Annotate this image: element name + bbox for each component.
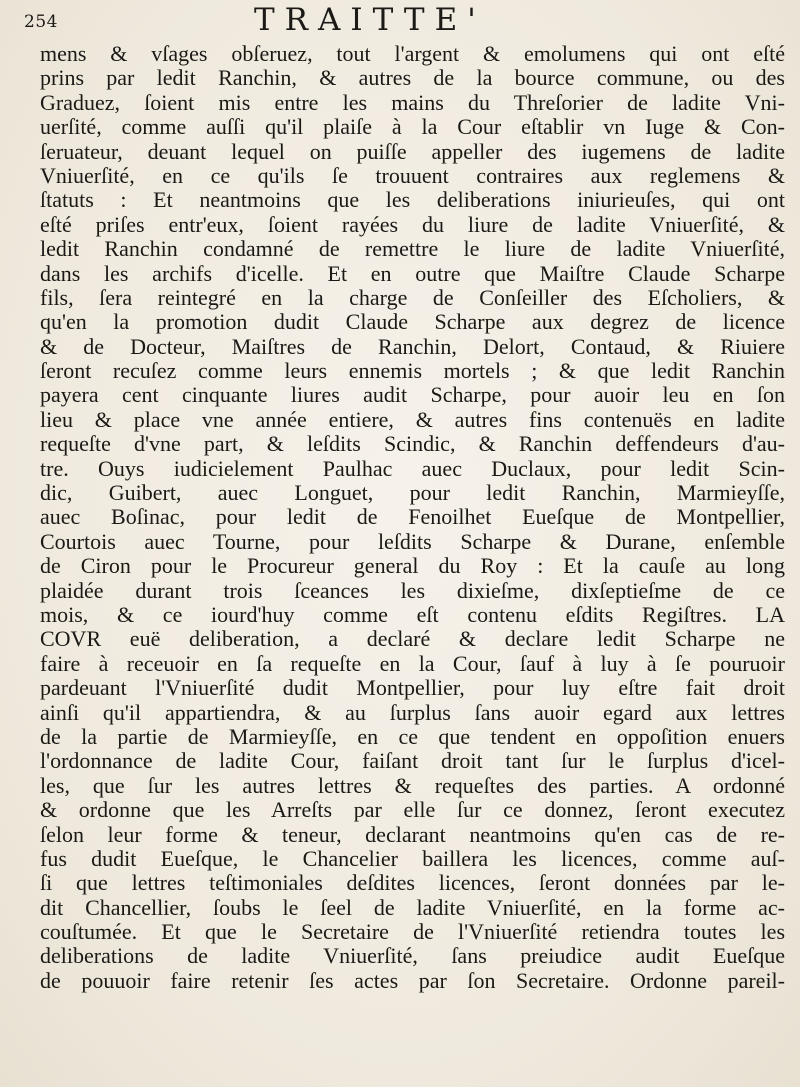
text-line: dic, Guibert, auec Longuet, pour ledit Ranchin, Marmieyſſe, xyxy=(40,480,785,506)
body-text xyxy=(40,42,785,993)
text-line: COVR euë deliberation, a declaré & declare ledit Scharpe ne xyxy=(40,626,785,652)
text-line: plaidée durant trois ſceances les dixieſme, dixſeptieſme de ce xyxy=(40,577,785,603)
text-line: pardeuant l'Vniuerſité dudit Montpellier, pour luy eſtre fait droit xyxy=(40,675,785,701)
text-line: les, que ſur les autres lettres & requeſtes des parties. A ordonné xyxy=(40,772,785,798)
text-line: couſtumée. Et que le Secretaire de l'Vniuerſité retiendra toutes les xyxy=(40,919,785,945)
text-line: faire à receuoir en ſa requeſte en la Cour, ſauf à luy à ſe pouruoir xyxy=(40,650,785,676)
text-line: deliberations de ladite Vniuerſité, ſans preiudice audit Eueſque xyxy=(40,943,785,969)
text-line: ſeront recuſez comme leurs ennemis mortels ; & que ledit Ranchin xyxy=(40,358,785,384)
text-line: mens & vſages obſeruez, tout l'argent & emolumens qui ont eſté xyxy=(40,41,785,66)
text-line: l'ordonnance de ladite Cour, faiſant droit tant ſur le ſurplus d'icel- xyxy=(40,748,785,774)
text-line: de la partie de Marmieyſſe, en ce que tendent en oppoſition enuers xyxy=(40,723,785,749)
text-line: fils, ſera reintegré en la charge de Conſeiller des Eſcholiers, & xyxy=(40,284,785,310)
text-line: Graduez, ſoient mis entre les mains du Threſorier de ladite Vni- xyxy=(40,89,785,115)
text-line: ledit Ranchin condamné de remettre le liure de ladite Vniuerſité, xyxy=(40,236,785,262)
text-line: tre. Ouys iudicielement Paulhac auec Duclaux, pour ledit Scin- xyxy=(40,455,785,481)
text-line: requeſte d'vne part, & leſdits Scindic, & Ranchin deffendeurs d'au- xyxy=(40,431,785,457)
text-line: qu'en la promotion dudit Claude Scharpe aux degrez de licence xyxy=(40,309,785,335)
text-line: & de Docteur, Maiſtres de Ranchin, Delort, Contaud, & Riuiere xyxy=(40,333,785,359)
text-line: Vniuerſité, en ce qu'ils ſe trouuent contraires aux reglemens & xyxy=(40,162,785,188)
text-line: de pouuoir faire retenir ſes actes par ſon Secretaire. Ordonne pareil- xyxy=(40,967,785,993)
text-line: ſi que lettres teſtimoniales deſdites licences, ſeront données par le- xyxy=(40,870,785,896)
text-line: eſté priſes entr'eux, ſoient rayées du liure de ladite Vniuerſité, & xyxy=(40,211,785,237)
text-line: fus dudit Eueſque, le Chancelier baillera les licences, comme auſ- xyxy=(40,845,785,871)
text-line: dans les archifs d'icelle. Et en outre que Maiſtre Claude Scharpe xyxy=(40,260,785,286)
text-line: & ordonne que les Arreſts par elle ſur ce donnez, ſeront executez xyxy=(40,797,785,823)
text-line: auec Boſinac, pour ledit de Fenoilhet Eueſque de Montpellier, xyxy=(40,504,785,530)
text-line: ſtatuts : Et neantmoins que les deliberations iniurieuſes, qui ont xyxy=(40,187,785,213)
text-line: lieu & place vne année entiere, & autres fins contenuës en ladite xyxy=(40,406,785,432)
text-line: uerſité, comme auſſi qu'il plaiſe à la Cour eſtablir vn Iuge & Con- xyxy=(40,114,785,140)
text-line: prins par ledit Ranchin, & autres de la bource commune, ou des xyxy=(40,65,785,91)
running-head: TRAITTE' xyxy=(254,2,486,38)
text-line: ainſi qu'il appartiendra, & au ſurplus ſans auoir egard aux lettres xyxy=(40,699,785,725)
page-number: 254 xyxy=(24,12,58,32)
text-line: mois, & ce iourd'huy comme eſt contenu eſdits Regiſtres. LA xyxy=(40,601,785,627)
text-line: Courtois auec Tourne, pour leſdits Scharpe & Durane, enſemble xyxy=(40,528,785,554)
page-header xyxy=(22,2,782,38)
text-line: de Ciron pour le Procureur general du Roy : Et la cauſe au long xyxy=(40,553,785,579)
text-line: dit Chancellier, ſoubs le ſeel de ladite Vniuerſité, en la forme ac- xyxy=(40,894,785,920)
text-line: ſelon leur forme & teneur, declarant neantmoins qu'en cas de re- xyxy=(40,821,785,847)
text-line: payera cent cinquante liures audit Scharpe, pour auoir leu en ſon xyxy=(40,382,785,408)
text-line: ſeruateur, deuant lequel on puiſſe appeller des iugemens de ladite xyxy=(40,138,785,164)
